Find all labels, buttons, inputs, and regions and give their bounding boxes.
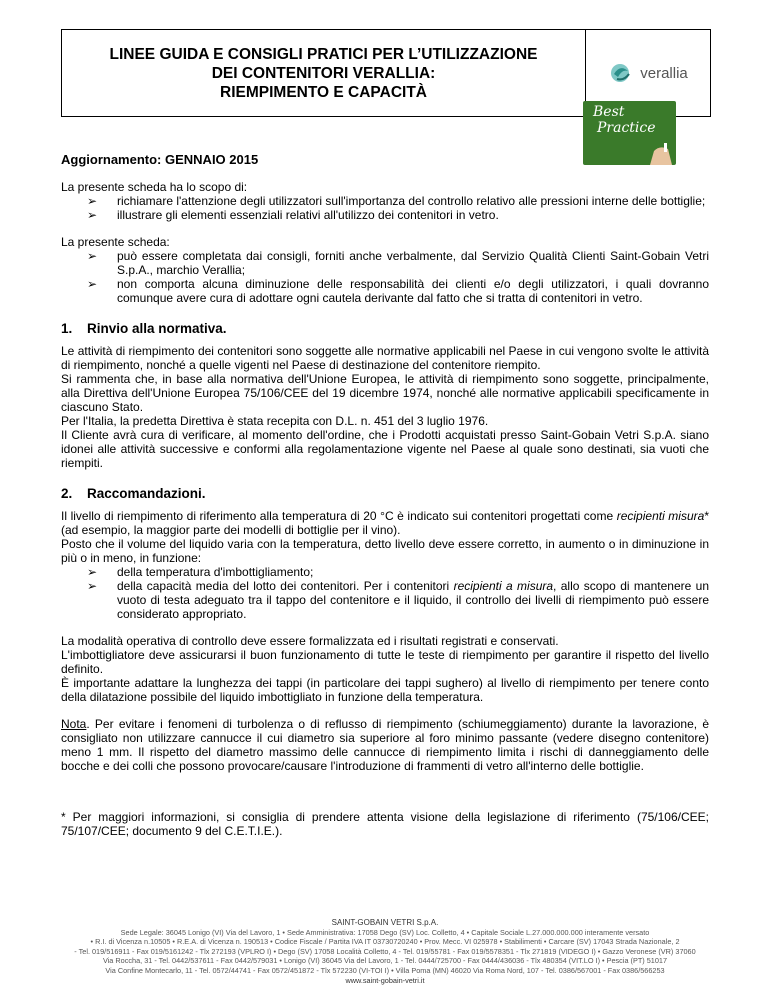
- footer-line: Via Roccha, 31 - Tel. 0442/537611 - Fax 0442/579031 • Lonigo (VI) 36045 Via del Lavoro, 1 - Tel. 0444/725700 - Fax 0444/436036 - Tlx 480354 (VIT.LO I) • Pescia (PT) 51017: [102, 956, 668, 966]
- section-2-paragraph: L'imbottigliatore deve assicurarsi il buon funzionamento di tutte le teste di riempimento per garantire il rispetto del livello definito.: [61, 648, 709, 676]
- footer-line: Via Confine Montecarlo, 11 - Tel. 0572/44741 - Fax 0572/451872 - Tlx 572230 (VI-TOI I) • Villa Poma (MN) 46020 Via Roma Nord, 107 - Tel. 0386/567001 - Fax 0386/566253: [105, 965, 665, 975]
- intro-lead: La presente scheda ha lo scopo di:: [61, 180, 248, 194]
- scope-list: [61, 249, 709, 305]
- document-title: [62, 30, 586, 116]
- list-item: ➢ non comporta alcuna diminuzione delle responsabilità dei clienti e/o degli utilizzatori, i quali dovranno comunque avere cura di adottare ogni cautela derivante dal fatto che si tratta di contenitori in vetro.: [87, 277, 709, 305]
- emphasis-text: recipienti a misura: [453, 579, 554, 593]
- footer-website-link[interactable]: www.saint-gobain-vetri.it: [345, 975, 425, 985]
- verallia-swirl-icon: [608, 61, 634, 85]
- section-2-heading: [61, 487, 709, 501]
- section-1-paragraph: Si rammenta che, in base alla normativa dell'Unione Europea, le attività di riempimento sono soggette, principalmente, alla Direttiva dell'Unione Europea 75/106/CEE del 19 dicembre 1974, nonché alle normative applicabili specificamente in ciascuno Stato.: [61, 372, 709, 414]
- footer-line: Sede Legale: 36045 Lonigo (VI) Via del Lavoro, 1 • Sede Amministrativa: 17058 Dego (SV) Loc. Colletto, 4 • Capitale Sociale L.27.000.000.000 interamente versato: [120, 927, 650, 937]
- nota-text: . Per evitare i fenomeni di turbolenza o di reflusso di riempimento (schiumeggiamento) durante la lavorazione, è consigliato non utilizzare cannucce il cui diametro sia superiore al foro minimo passante (vedere disegno contenitore) meno 1 mm. Il rispetto del diametro massimo delle cannucce di riempimento limita i rischi di danneggiamento delle bocche e dei colli che possono provocare/causare l'introduzione di frammenti di vetro all'interno delle bottiglie.: [61, 717, 709, 773]
- list-item: ➢ della temperatura d'imbottigliamento;: [87, 565, 709, 579]
- section-2-list: [61, 565, 709, 621]
- emphasis-text: recipienti misura: [616, 509, 705, 523]
- section-2-paragraph: È importante adattare la lunghezza dei tappi (in particolare dei tappi sughero) al livello di riempimento per tenere conto della dilatazione possibile del liquido imbottigliato in funzione della temperatura.: [61, 676, 709, 704]
- section-number: 2.: [61, 486, 73, 501]
- text-run: della capacità media del lotto dei contenitori. Per i contenitori: [117, 579, 454, 593]
- text-run: * (ad esempio, la maggior parte dei modelli di bottiglie per il vino).: [61, 509, 709, 537]
- section-2-paragraph: La modalità operativa di controllo deve essere formalizzata ed i risultati registrati e conservati.: [61, 634, 559, 648]
- title-line-3: RIEMPIMENTO E CAPACITÀ: [220, 83, 427, 101]
- section-2-paragraph: Posto che il volume del liquido varia con la temperatura, detto livello deve essere corretto, in aumento o in diminuzione in più o in meno, in funzione:: [61, 537, 709, 565]
- intro-list: [61, 194, 709, 222]
- section-1-paragraph: Il Cliente avrà cura di verificare, al momento dell'ordine, che i Prodotti acquistati presso Saint-Gobain Vetri S.p.A. siano idonei alle attività successive e conformi alla regolamentazione vigente nel Paese al quale sono destinati, sia vuoti che riempiti.: [61, 428, 709, 470]
- footer-line: • R.I. di Vicenza n.10505 • R.E.A. di Vicenza n. 190513 • Codice Fiscale / Partita IVA IT 03730720240 • Prov. Mecc. VI 025978 • Stabilimenti • Carcare (SV) 17043 Strada Nazionale, 2: [90, 937, 680, 947]
- footer-line: - Tel. 019/516911 - Fax 019/5161242 - Tlx 272193 (VPLRO I) • Dego (SV) 17058 Località Colletto, 4 - Tel. 019/55781 - Fax 019/5578351 - Tlx 271819 (VIDEGO I) • Gazzo Veronese (VR) 37060: [74, 946, 696, 956]
- footer-company: SAINT-GOBAIN VETRI S.p.A.: [331, 918, 439, 927]
- list-item: ➢ può essere completata dai consigli, forniti anche verbalmente, dal Servizio Qualità Clienti Saint-Gobain Vetri S.p.A., marchio Verallia;: [87, 249, 709, 277]
- section-number: 1.: [61, 321, 73, 336]
- document-body: [61, 153, 709, 838]
- scope-lead: La presente scheda:: [61, 235, 170, 249]
- badge-line-2: Practice: [597, 120, 656, 136]
- section-1-paragraph: Le attività di riempimento dei contenitori sono soggette alle normative applicabili nel Paese in cui vengono svolte le attività di riempimento, nonché a quelle vigenti nel Paese di destinazione del contenitore riempito.: [61, 344, 709, 372]
- section-1-heading: [61, 322, 709, 336]
- section-title: Raccomandazioni.: [87, 486, 206, 501]
- title-line-2: DEI CONTENITORI VERALLIA:: [211, 64, 436, 82]
- text-run: Il livello di riempimento di riferimento alla temperatura di 20 °C è indicato sui contenitori progettati come: [61, 509, 617, 523]
- text-run: , allo scopo di mantenere un vuoto di testa adeguato tra il tappo del contenitore e il liquido, il controllo dei livelli di riempimento può essere considerato appropriato.: [117, 579, 710, 621]
- company-footer: [60, 918, 710, 985]
- section-title: Rinvio alla normativa.: [87, 321, 227, 336]
- update-date: Aggiornamento: GENNAIO 2015: [61, 152, 259, 167]
- logo-text: verallia: [640, 64, 688, 82]
- section-1-paragraph: Per l'Italia, la predetta Direttiva è stata recepita con D.L. n. 451 del 3 luglio 1976.: [61, 414, 489, 428]
- section-2-paragraph: [61, 509, 709, 537]
- list-item: ➢ illustrare gli elementi essenziali relativi all'utilizzo dei contenitori in vetro.: [87, 208, 709, 222]
- list-item: ➢ richiamare l'attenzione degli utilizzatori sull'importanza del controllo relativo alle pressioni interne delle bottiglie;: [87, 194, 709, 208]
- nota-label: Nota: [61, 717, 87, 731]
- title-line-1: LINEE GUIDA E CONSIGLI PRATICI PER L’UTILIZZAZIONE: [109, 45, 538, 63]
- badge-line-1: Best: [593, 104, 625, 120]
- nota-paragraph: [61, 717, 709, 773]
- footnote: * Per maggiori informazioni, si consiglia di prendere attenta visione della legislazione di riferimento (75/106/CEE; 75/107/CEE; documento 9 del C.E.T.I.E.).: [61, 810, 709, 838]
- list-item: [87, 579, 709, 621]
